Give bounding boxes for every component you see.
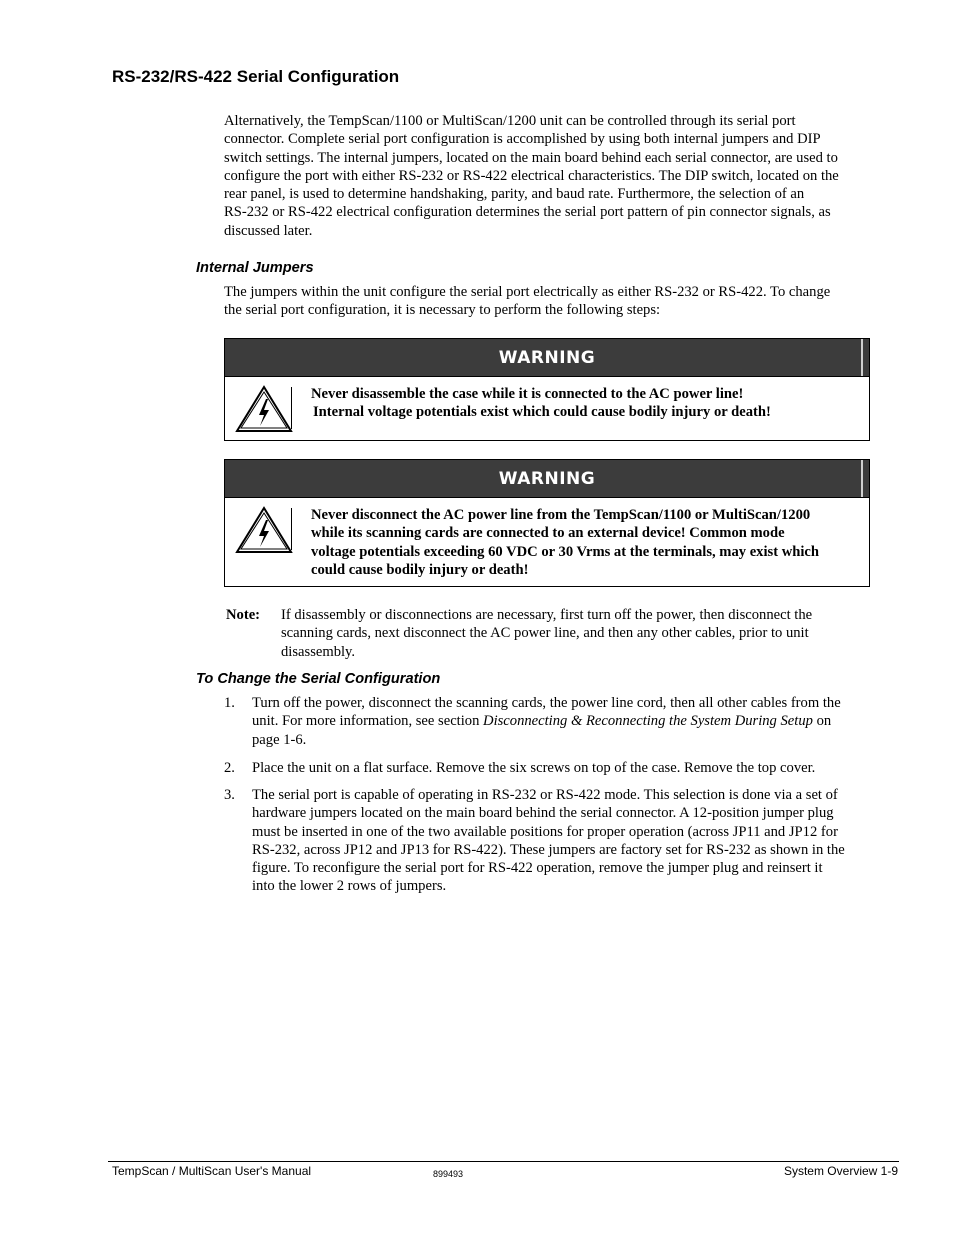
warning-text xyxy=(311,506,861,579)
text-line: Never disconnect the AC power line from the TempScan/1100 or MultiScan/1200 xyxy=(311,507,811,523)
warning-box xyxy=(224,459,870,587)
warning-header xyxy=(225,339,869,377)
text-line: rear panel, is used to determine handshaking, parity, and baud rate. Furthermore, the selection of an xyxy=(224,186,805,203)
step-number: 3. xyxy=(224,787,235,803)
section-heading: RS-232/RS-422 Serial Configuration xyxy=(112,67,400,86)
text-line: discussed later. xyxy=(224,222,313,239)
text-span: on xyxy=(812,713,832,730)
text-line: page 1-6. xyxy=(252,731,307,748)
step-number: 2. xyxy=(224,760,235,776)
subheading-change-config: To Change the Serial Configuration xyxy=(196,671,441,687)
warning-header xyxy=(225,460,869,498)
text-line: Turn off the power, disconnect the scanning cards, the power line cord, then all other cables from the xyxy=(252,695,841,711)
text-line: Internal voltage potentials exist which could cause bodily injury or death! xyxy=(313,404,771,421)
text-line: The jumpers within the unit configure the serial port electrically as either RS-232 or RS-422. To change xyxy=(224,284,831,300)
text-line: while its scanning cards are connected to an external device! Common mode xyxy=(311,525,785,542)
text-line: figure. To reconfigure the serial port for RS-422 operation, remove the jumper plug and reinsert it xyxy=(252,860,823,877)
text-line: could cause bodily injury or death! xyxy=(311,561,529,578)
note-label: Note: xyxy=(226,607,261,623)
section-reference: Disconnecting & Reconnecting the System During Setup xyxy=(483,713,813,730)
warning-label: WARNING xyxy=(498,348,596,368)
text-line: must be inserted in one of the two available positions for proper operation (across JP11 and JP12 for xyxy=(252,823,838,840)
step-text xyxy=(252,786,897,896)
text-line: Alternatively, the TempScan/1100 or MultiScan/1200 unit can be controlled through its serial port xyxy=(224,113,796,129)
note-text xyxy=(281,606,871,661)
text-line: connector. Complete serial port configuration is accomplished by using both internal jumpers and DIP xyxy=(224,131,821,148)
text-line: disassembly. xyxy=(281,643,356,660)
text-line: hardware jumpers located on the main board behind the serial connector. A 12-position jumper plug xyxy=(252,805,834,822)
internal-jumpers-paragraph xyxy=(224,283,904,320)
text-line: into the lower 2 rows of jumpers. xyxy=(252,878,447,895)
text-line: The serial port is capable of operating in RS-232 or RS-422 mode. This selection is done via a set of xyxy=(252,787,838,803)
text-line: Never disassemble the case while it is connected to the AC power line! xyxy=(311,386,744,402)
text-line: RS-232 or RS-422 electrical configuration determines the serial port pattern of pin connector signals, as xyxy=(224,204,831,221)
text-span: unit. For more information, see section xyxy=(252,713,484,730)
text-line: the serial port configuration, it is necessary to perform the following steps: xyxy=(224,302,661,319)
high-voltage-icon xyxy=(235,385,293,433)
subheading-internal-jumpers: Internal Jumpers xyxy=(196,260,314,276)
footer-manual-title: TempScan / MultiScan User's Manual xyxy=(112,1164,312,1178)
footer-page-number: System Overview 1-9 xyxy=(783,1164,898,1178)
text-line: Place the unit on a flat surface. Remove the six screws on top of the case. Remove the top cover. xyxy=(252,760,816,776)
text-line: switch settings. The internal jumpers, located on the main board behind each serial connector, are used to xyxy=(224,149,838,166)
warning-text xyxy=(311,385,861,422)
step-text xyxy=(252,694,897,749)
step-number: 1. xyxy=(224,695,235,711)
text-line xyxy=(252,712,897,730)
text-line: RS-232, across JP12 and JP13 for RS-422). These jumpers are factory set for RS-232 as shown in the xyxy=(252,841,845,858)
text-line: If disassembly or disconnections are necessary, first turn off the power, then disconnect the xyxy=(281,607,813,623)
text-line: configure the port with either RS-232 or RS-422 electrical characteristics. The DIP switch, located on the xyxy=(224,167,839,184)
step-text xyxy=(252,759,897,777)
text-line: voltage potentials exceeding 60 VDC or 30 Vrms at the terminals, may exist which xyxy=(311,543,820,560)
warning-label: WARNING xyxy=(498,469,596,489)
text-line: scanning cards, next disconnect the AC power line, and then any other cables, prior to unit xyxy=(281,625,809,642)
high-voltage-icon xyxy=(235,506,293,554)
intro-paragraph xyxy=(224,112,904,240)
warning-box xyxy=(224,338,870,441)
footer-part-number: 899493 xyxy=(433,1169,464,1179)
footer-rule xyxy=(108,1161,899,1162)
